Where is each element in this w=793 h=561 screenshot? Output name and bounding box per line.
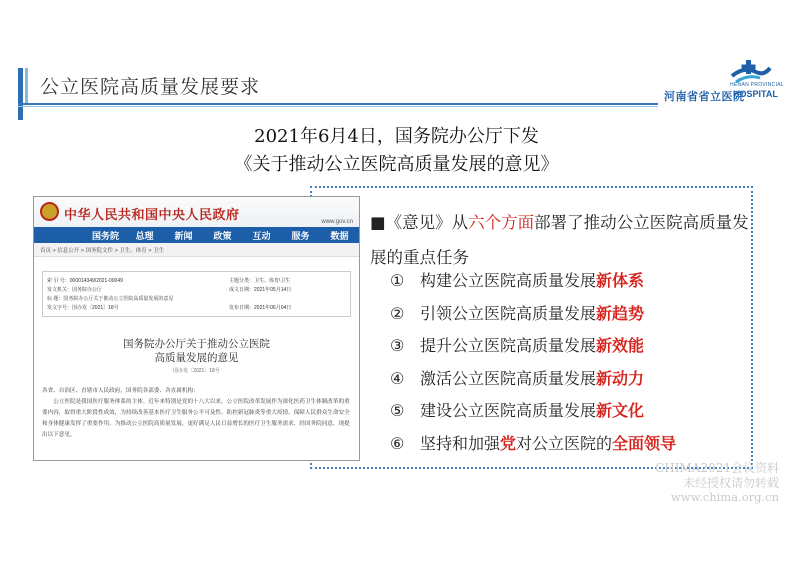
gov-nav-item: 新闻 — [174, 230, 193, 241]
task-number: ② — [390, 303, 405, 323]
gov-nav-item: 互动 — [252, 230, 271, 241]
meta-value: 国务院办公厅 — [72, 287, 103, 293]
watermark-line: CHIMA2021会议资料 — [655, 461, 779, 475]
meta-label: 发文机关： — [47, 287, 73, 293]
meta-value: 卫生、体育\卫生 — [254, 278, 291, 284]
header-divider — [18, 103, 658, 105]
meta-value: 2021年05月14日 — [254, 287, 292, 293]
task-text: 对公立医院的 — [516, 433, 613, 453]
gov-doc-title-line1: 国务院办公厅关于推动公立医院 — [123, 338, 270, 350]
intro-prefix: ■《意见》从 — [370, 213, 469, 232]
task-text: 坚持和加强 — [420, 433, 501, 453]
hospital-name-en: HENAN PROVINCIAL — [730, 82, 784, 88]
task-number: ⑤ — [390, 401, 405, 420]
gov-nav-bar — [34, 227, 359, 243]
gov-nav-item: 政策 — [213, 230, 232, 241]
task-number: ④ — [390, 368, 405, 388]
gov-site-url: www.gov.cn — [321, 219, 353, 225]
gov-nav-item: 服务 — [291, 230, 310, 241]
page-title: 公立医院高质量发展要求 — [40, 76, 261, 98]
gov-site-header — [34, 197, 359, 227]
gov-doc-title-line2: 高质量发展的意见 — [154, 352, 239, 364]
task-highlight: 党 — [500, 433, 517, 453]
headline-document: 《关于推动公立医院高质量发展的意见》 — [234, 154, 559, 175]
meta-label: 发布日期： — [229, 305, 255, 311]
header-accent-bar — [18, 68, 23, 120]
meta-label: 索 引 号： — [47, 278, 70, 284]
meta-label: 主题分类： — [229, 278, 255, 284]
meta-value: 000014349/2021-00049 — [69, 278, 123, 284]
task-text: 建设公立医院高质量发展 — [420, 401, 597, 420]
watermark-line: 未经授权请勿转载 — [682, 476, 779, 490]
task-item — [390, 265, 676, 298]
watermark-url: www.chima.org.cn — [670, 490, 779, 504]
task-highlight: 新动力 — [596, 368, 645, 388]
task-number: ⑥ — [390, 433, 405, 453]
gov-doc-paragraph: 公立医院是我国医疗服务体系的主体。近年来特别是党的十八大以来，公立医院改革发展作为深化医药卫生体制改革的重要内容，取得重大阶段性成效，为持续改善基本医疗卫生服务公平可及性、防控新冠肺炎等重大疫情、保障人民群众生命安全和身体健康发挥了重要作用。为推动公立医院高质量发展，更好满足人民日益增长的医疗卫生服务需求，经国务院同意，现提出以下意见。 — [42, 399, 350, 438]
meta-value: 国务院办公厅关于推动公立医院高质量发展的意见 — [63, 296, 174, 302]
header-accent-bar-light — [25, 68, 28, 104]
task-text: 激活公立医院高质量发展 — [420, 368, 597, 388]
task-number: ① — [390, 271, 405, 290]
hospital-name-cn: 河南省省立医院 — [664, 91, 745, 103]
task-text: 引领公立医院高质量发展 — [420, 303, 597, 323]
hospital-name-en-2: HOSPITAL — [733, 89, 778, 99]
task-highlight: 新趋势 — [596, 303, 645, 323]
meta-label: 标 题： — [47, 296, 64, 302]
task-item — [390, 428, 676, 461]
task-text: 构建公立医院高质量发展 — [420, 271, 597, 290]
task-highlight: 新体系 — [596, 271, 645, 290]
task-highlight: 新效能 — [596, 336, 645, 355]
task-item — [390, 330, 676, 363]
gov-doc-title — [34, 337, 359, 365]
task-highlight: 新文化 — [596, 401, 645, 420]
task-text: 提升公立医院高质量发展 — [420, 336, 597, 355]
national-emblem-icon — [40, 202, 59, 221]
task-item — [390, 395, 676, 428]
gov-doc-number: 国办发〔2021〕18号 — [173, 368, 220, 374]
intro-suffix: 部署了推动公立医院高质量发展的重点任务 — [370, 213, 749, 267]
task-number: ③ — [390, 336, 405, 355]
meta-value: 国办发〔2021〕18号 — [72, 305, 119, 311]
task-list — [390, 265, 676, 460]
gov-nav-item: 国务院 — [91, 230, 119, 241]
task-highlight: 全面领导 — [612, 433, 677, 453]
gov-site-name: 中华人民共和国中央人民政府 — [64, 207, 240, 222]
gov-doc-salutation: 各省、自治区、直辖市人民政府，国务院各部委、各直属机构： — [42, 388, 199, 394]
gov-doc-meta-table — [42, 271, 351, 317]
meta-label: 发文字号： — [47, 305, 73, 311]
gov-nav-item: 总理 — [135, 230, 154, 241]
gov-website-screenshot — [33, 196, 360, 461]
gov-nav-item: 数据 — [330, 230, 349, 241]
intro-highlight: 六个方面 — [468, 213, 535, 232]
meta-value: 2021年06月04日 — [254, 305, 292, 311]
gov-doc-body — [42, 386, 351, 441]
task-item — [390, 298, 676, 331]
gov-breadcrumb: 首页 > 信息公开 > 国务院文件 > 卫生、体育 > 卫生 — [34, 243, 359, 257]
headline-date: 2021年6月4日，国务院办公厅下发 — [254, 126, 539, 147]
header-divider-light — [18, 106, 658, 107]
meta-label: 成文日期： — [229, 287, 255, 293]
task-item — [390, 363, 676, 396]
